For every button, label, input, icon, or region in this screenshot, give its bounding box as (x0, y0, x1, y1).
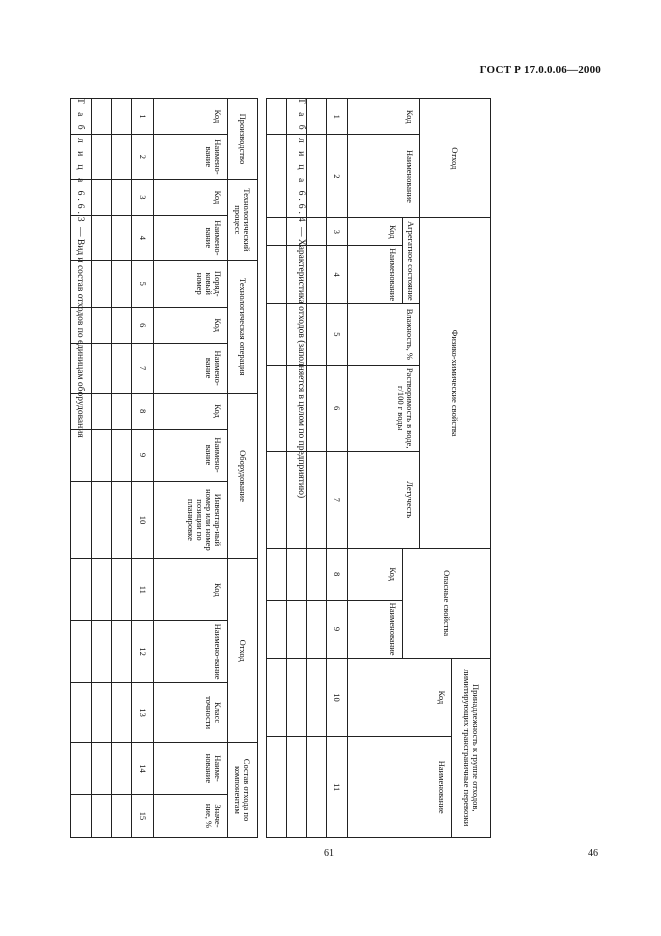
col-number: 9 (327, 600, 348, 658)
table-row (112, 99, 132, 838)
sub-name: Наимено-вание (154, 343, 228, 393)
sub-code: Код (348, 218, 403, 246)
col-waste: Отход (420, 99, 491, 218)
col-number: 1 (327, 99, 348, 135)
col-number: 11 (132, 559, 154, 621)
col-number: 4 (132, 215, 154, 260)
document-code: ГОСТ Р 17.0.0.06—2000 (479, 64, 601, 76)
col-number: 4 (327, 246, 348, 304)
col-number: 3 (327, 218, 348, 246)
col-number: 6 (132, 307, 154, 343)
table-grid (70, 98, 258, 838)
col-number: 7 (327, 451, 348, 548)
col-number: 2 (327, 135, 348, 218)
col-number: 7 (132, 343, 154, 393)
sub-name: Наимено-вание (154, 429, 228, 481)
col-number: 11 (327, 737, 348, 838)
sub-name: Наимено-вание (154, 134, 228, 179)
sub-name: Наименование (348, 737, 452, 838)
sub-accuracy: Класс точности (154, 683, 228, 743)
sub-code: Код (154, 99, 228, 135)
col-number: 12 (132, 621, 154, 683)
col-number: 14 (132, 743, 154, 795)
col-tech-process: Технологический процесс (228, 179, 258, 260)
page-number-left: 61 (324, 848, 334, 859)
col-aggregate: Агрегатное состояние (403, 218, 420, 304)
sub-name: Наимено-вание (154, 621, 228, 683)
col-number: 13 (132, 683, 154, 743)
sub-inventory: Инвентар-ный номер или номер позиции по планировке (154, 481, 228, 559)
col-number: 10 (327, 658, 348, 737)
col-number: 8 (327, 548, 348, 600)
sub-code: Код (154, 393, 228, 429)
col-group: Принадлежность к группе отходов, лимитирующих трансграничные перевозки (452, 658, 491, 837)
col-number: 3 (132, 179, 154, 215)
col-number: 1 (132, 99, 154, 135)
sub-code: Код (154, 179, 228, 215)
col-number: 2 (132, 134, 154, 179)
col-number: 9 (132, 429, 154, 481)
sub-code: Код (154, 307, 228, 343)
sub-name: Наимено-вание (154, 215, 228, 260)
sub-name: Наименование (348, 246, 403, 304)
table-row (307, 99, 327, 838)
col-equipment: Оборудование (228, 393, 258, 559)
col-composition: Состав отхода по компонентам (228, 743, 258, 838)
sub-name: Наименование (348, 135, 420, 218)
sub-solubility: Растворимость в воде, г/100 г воды (348, 365, 420, 451)
page-number-right: 46 (588, 848, 598, 859)
table-6-6-4 (283, 98, 661, 838)
sub-volatility: Летучесть (348, 451, 420, 548)
col-hazard: Опасные свойства (403, 548, 491, 658)
col-number: 5 (132, 260, 154, 307)
table-caption: Т а б л и ц а 6.6.3 — Вид и состав отходов по единицам оборудования (75, 98, 85, 438)
sub-code: Код (348, 99, 420, 135)
col-number: 5 (327, 304, 348, 365)
sub-code: Код (348, 548, 403, 600)
sub-code: Код (154, 559, 228, 621)
col-number: 6 (327, 365, 348, 451)
col-production: Производство (228, 99, 258, 180)
sub-code: Код (348, 658, 452, 737)
col-number: 8 (132, 393, 154, 429)
sub-comp-name: Наиме-нование (154, 743, 228, 795)
sub-humidity: Влажность, % (348, 304, 420, 365)
col-number: 15 (132, 794, 154, 837)
table-row (92, 99, 112, 838)
col-physchem: Физико-химические свойства (420, 218, 491, 548)
sub-order: Поряд-ковый номер (154, 260, 228, 307)
sub-name: Наименование (348, 600, 403, 658)
table-row (287, 99, 307, 838)
col-number: 10 (132, 481, 154, 559)
table-caption: Т а б л и ц а 6.6.4 — Характеристика отходов (заполняется в целом по предприятию) (296, 98, 306, 499)
col-waste: Отход (228, 559, 258, 743)
table-grid (266, 98, 491, 838)
table-row (267, 99, 287, 838)
col-tech-operation: Технологическая операция (228, 260, 258, 393)
sub-value: Значе-ние, % (154, 794, 228, 837)
table-row (71, 99, 92, 838)
